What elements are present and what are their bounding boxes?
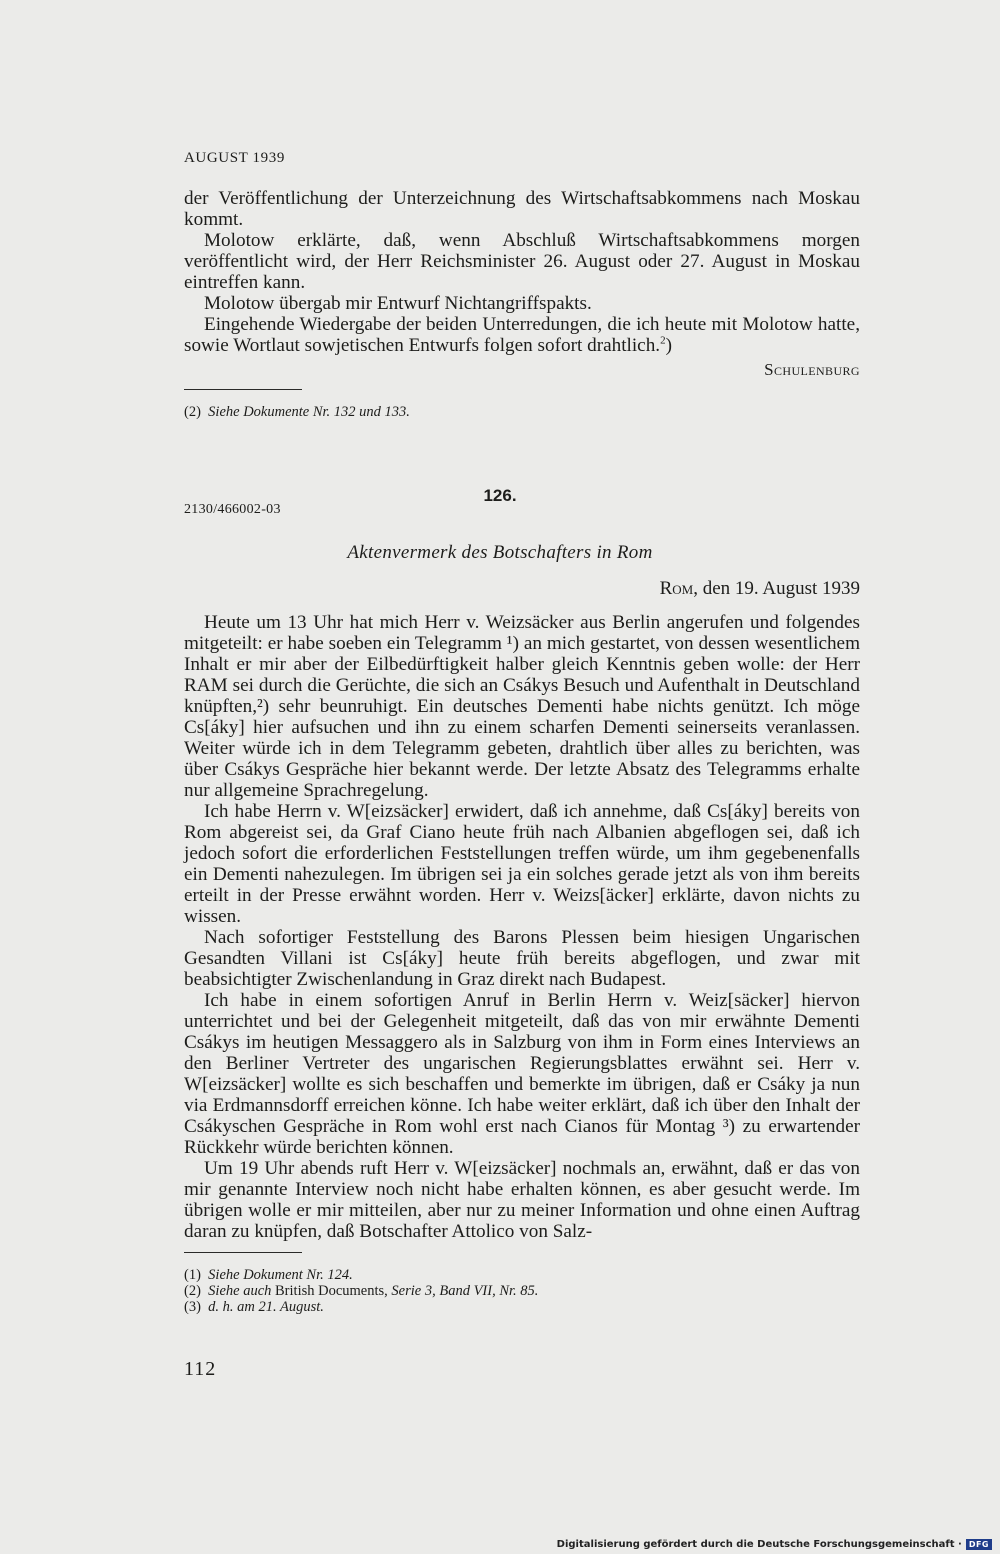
paragraph: Molotow übergab mir Entwurf Nichtangriffspakts. [204,293,592,314]
paragraph: Ich habe Herrn v. W[eizsäcker] erwidert, daß ich annehme, daß Cs[áky] bereits von Rom abgereist sei, da Graf Ciano heute früh nach Albanien abgeflogen sei, daß ich jedoch sofort die erforderlichen Feststellungen treffen würde, um ihm gegebenenfalls ein Dementi nahezulegen. Im übrigen sei ja ein solches gerade jetzt als von ihm bereits erteilt in der Presse erwähnt worden. Herr v. Weizs[äcker] erklärte, davon nichts zu wissen. [184,801,860,927]
paragraph: Um 19 Uhr abends ruft Herr v. W[eizsäcker] nochmals an, erwähnt, daß er das von mir genannte Interview noch nicht habe erhalten können, es aber gesucht werde. Im übrigen wolle er mir mitteilen, aber nur zu meiner Information und ohne einen Auftrag daran zu knüpfen, daß Botschafter Attolico von Salz- [184,1158,860,1242]
footnote-ref: 2 [660,334,666,347]
footnote-text: Siehe Dokumente Nr. 132 und 133. [208,404,410,420]
dfg-logo: DFG [966,1539,992,1550]
footnote-mark: (3) [184,1299,201,1315]
footnote-text-b: British Documents, [271,1283,392,1299]
digitization-credit [557,1539,992,1550]
document-title: Aktenvermerk des Botschafters in Rom [347,542,653,563]
credit-text: Digitalisierung gefördert durch die Deutsche Forschungsgemeinschaft · [556,1539,962,1550]
footnote-mark: (2) [184,404,201,420]
file-reference: 2130/466002-03 [184,502,281,517]
footnote [184,1267,538,1283]
document-number: 126. [483,486,517,505]
dateline [660,578,860,600]
footnote-rule [184,389,302,390]
footnote-rule [184,1252,302,1253]
paragraph: Molotow erklärte, daß, wenn Abschluß Wirtschaftsabkommens morgen veröffentlicht wird, der Herr Reichsminister 26. August oder 27. August in Moskau eintreffen kann. [184,230,860,293]
footnote-mark: (1) [184,1267,201,1283]
dateline-date: , den 19. August 1939 [693,578,860,599]
page-number: 112 [184,1358,217,1380]
paragraph: Ich habe in einem sofortigen Anruf in Berlin Herrn v. Weiz[säcker] hiervon unterrichtet und bei der Gelegenheit mitgeteilt, daß das von mir erwähnte Dementi Csákys im heutigen Messaggero als in Salzburg von ihm in Form eines Interviews an den Berliner Vertreter des ungarischen Regierungsblattes erwähnt sei. Herr v. W[eizsäcker] wollte es sich beschaffen und bemerkte im übrigen, daß er Csáky ja nun via Erdmannsdorff erreichen könne. Ich habe weiter erklärt, daß ich über den Inhalt der Csákyschen Gespräche in Rom wohl erst nach Cianos für Montag ³) zu erwartender Rückkehr würde berichten können. [184,990,860,1158]
running-head: AUGUST 1939 [184,150,285,166]
footnote-text: Siehe Dokument Nr. 124. [208,1267,353,1283]
continued-text [184,188,860,356]
paragraph: Nach sofortiger Feststellung des Barons Plessen beim hiesigen Ungarischen Gesandten Villani ist Cs[áky] heute früh bereits abgeflogen, und zwar mit beabsichtigter Zwischenlandung in Graz direkt nach Budapest. [184,927,860,990]
footnotes [184,1267,538,1315]
footnote-text-a: Siehe auch [208,1283,272,1299]
footnote-text: d. h. am 21. August. [208,1299,324,1315]
paragraph-text: Eingehende Wiedergabe der beiden Unterredungen, die ich heute mit Molotow hatte, sowie Wortlaut sowjetischen Entwurfs folgen sofort drahtlich. [184,314,860,356]
footnote-text-c: Serie 3, Band VII, Nr. 85. [391,1283,539,1299]
paragraph: Eingehende Wiedergabe der beiden Unterredungen, die ich heute mit Molotow hatte, sowie Wortlaut sowjetischen Entwurfs folgen sofort drahtlich.$^2$) [184,314,860,356]
footnote [184,404,410,420]
footnote-mark: (2) [184,1283,201,1299]
dateline-place: Rom [659,578,694,599]
footnote [184,1299,538,1315]
paragraph: der Veröffentlichung der Unterzeichnung des Wirtschaftsabkommens nach Moskau kommt. [184,188,860,230]
footnote [184,1283,538,1299]
paragraph: Heute um 13 Uhr hat mich Herr v. Weizsäcker aus Berlin angerufen und folgendes mitgeteilt: er habe soeben ein Telegramm ¹) an mich gestartet, von dessen wesentlichem Inhalt er mir aber der Eilbedürftigkeit halber gleich Kenntnis geben wolle: der Herr RAM sei durch die Gerüchte, die sich an Csákys Besuch und Aufenthalt in Deutschland knüpften,²) sehr beunruhigt. Ein deutsches Dementi habe nichts genützt. Ich möge Cs[áky] hier aufsuchen und ihn zu einem scharfen Dementi seinerseits veranlassen. Weiter würde ich in dem Telegramm gebeten, drahtlich über alles zu berichten, was über Csákys Gespräche hier bekannt werde. Der letzte Absatz des Telegramms erhalte nur allgemeine Sprachregelung. [184,612,860,801]
signature: Schulenburg [764,360,860,379]
document-body [184,612,860,1242]
